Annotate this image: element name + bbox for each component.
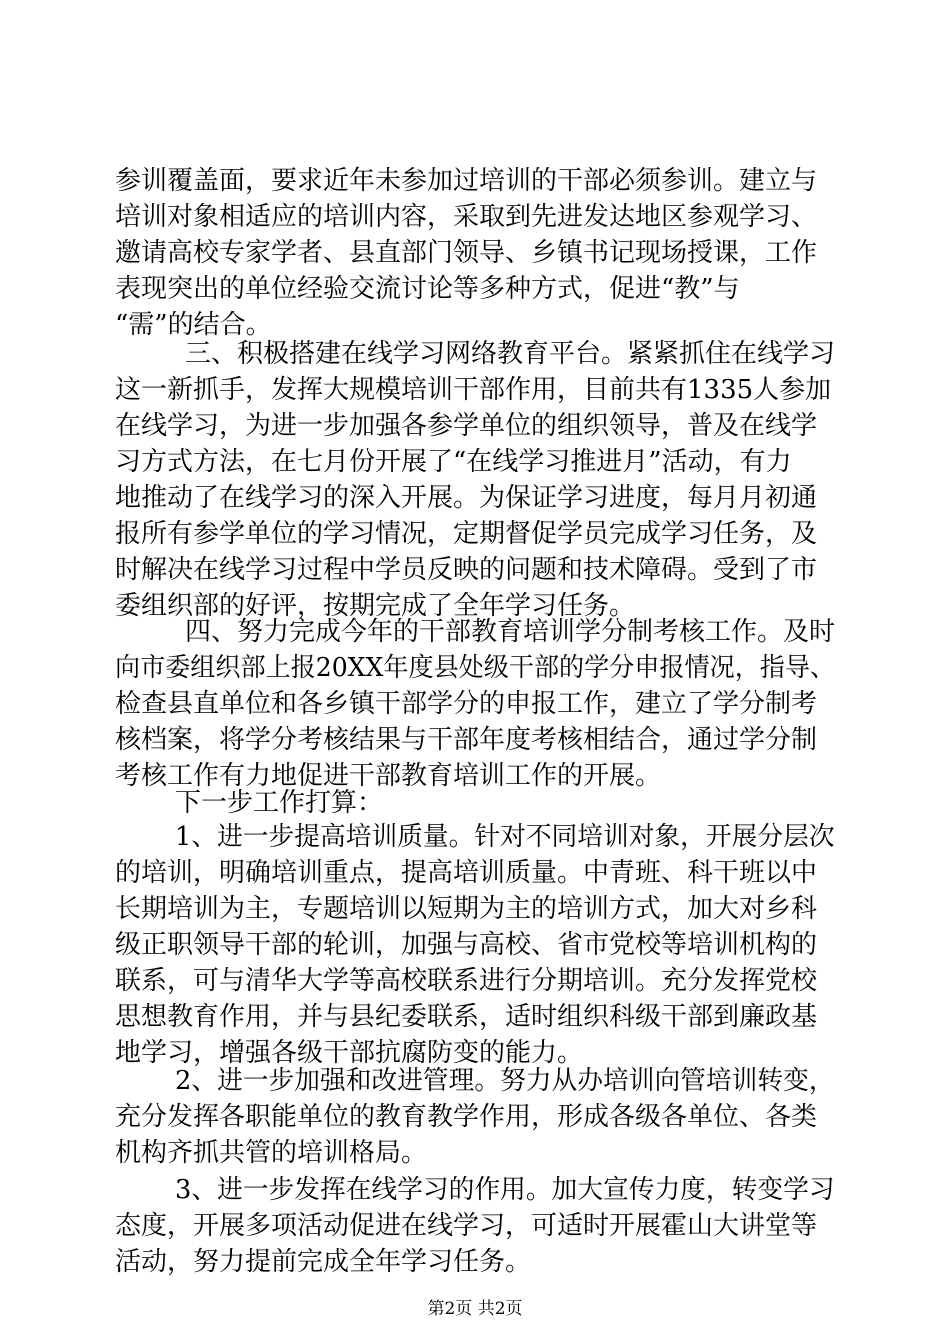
text-line: 活动，努力提前完成全年学习任务。 <box>115 1247 532 1277</box>
plan-item-1: 1、进一步提高培训质量。针对不同培训对象，开展分层次 <box>175 822 835 852</box>
text-line: 核档案，将学分考核结果与干部年度考核相结合，通过学分制 <box>115 725 818 755</box>
text-line: 态度，开展多项活动促进在线学习，可适时开展霍山大讲堂等 <box>115 1211 818 1241</box>
text-line: 长期培训为主，专题培训以短期为主的培训方式，加大对乡科 <box>115 894 818 924</box>
text-line: 的培训，明确培训重点，提高培训质量。中青班、科干班以中 <box>115 858 818 888</box>
text-line: 在线学习，为进一步加强各参学单位的组织领导，普及在线学 <box>115 411 818 441</box>
text-line: 联系，可与清华大学等高校联系进行分期培训。充分发挥党校 <box>115 966 818 996</box>
plan-item-2: 2、进一步加强和改进管理。努力从办培训向管培训转变， <box>175 1066 835 1096</box>
text-line: “需”的结合。 <box>115 310 272 340</box>
page-number-footer: 第2页 共2页 <box>427 1299 523 1319</box>
text-line: 向市委组织部上报20XX年度县处级干部的学分申报情况，指导、 <box>115 653 836 683</box>
text-line: 思想教育作用，并与县纪委联系，适时组织科级干部到廉政基 <box>115 1002 818 1032</box>
text-line: 考核工作有力地促进干部教育培训工作的开展。 <box>115 761 662 791</box>
section-heading-3: 三、积极搭建在线学习网络教育平台。紧紧抓住在线学习 <box>185 339 836 369</box>
text-line: 参训覆盖面，要求近年未参加过培训的干部必须参训。建立与 <box>115 166 818 196</box>
text-line: 地学习，增强各级干部抗腐防变的能力。 <box>115 1038 584 1068</box>
plan-heading: 下一步工作打算： <box>175 788 384 818</box>
text-line: 检查县直单位和各乡镇干部学分的申报工作，建立了学分制考 <box>115 689 818 719</box>
text-line: 委组织部的好评，按期完成了全年学习任务。 <box>115 591 636 621</box>
text-line: 这一新抓手，发挥大规模培训干部作用，目前共有1335人参加 <box>115 375 832 405</box>
text-line: 级正职领导干部的轮训，加强与高校、省市党校等培训机构的 <box>115 930 818 960</box>
text-line: 机构齐抓共管的培训格局。 <box>115 1138 428 1168</box>
text-line: 邀请高校专家学者、县直部门领导、乡镇书记现场授课，工作 <box>115 238 818 268</box>
text-line: 充分发挥各职能单位的教育教学作用，形成各级各单位、各类 <box>115 1102 818 1132</box>
text-line: 地推动了在线学习的深入开展。为保证学习进度，每月月初通 <box>115 483 818 513</box>
text-line: 习方式方法，在七月份开展了“在线学习推进月”活动，有力 <box>115 447 792 477</box>
plan-item-3: 3、进一步发挥在线学习的作用。加大宣传力度，转变学习 <box>175 1175 835 1205</box>
text-line: 时解决在线学习过程中学员反映的问题和技术障碍。受到了市 <box>115 555 818 585</box>
text-line: 表现突出的单位经验交流讨论等多种方式，促进“教”与 <box>115 274 740 304</box>
text-line: 报所有参学单位的学习情况，定期督促学员完成学习任务，及 <box>115 519 818 549</box>
text-line: 培训对象相适应的培训内容，采取到先进发达地区参观学习、 <box>115 202 818 232</box>
section-heading-4: 四、努力完成今年的干部教育培训学分制考核工作。及时 <box>185 617 836 647</box>
